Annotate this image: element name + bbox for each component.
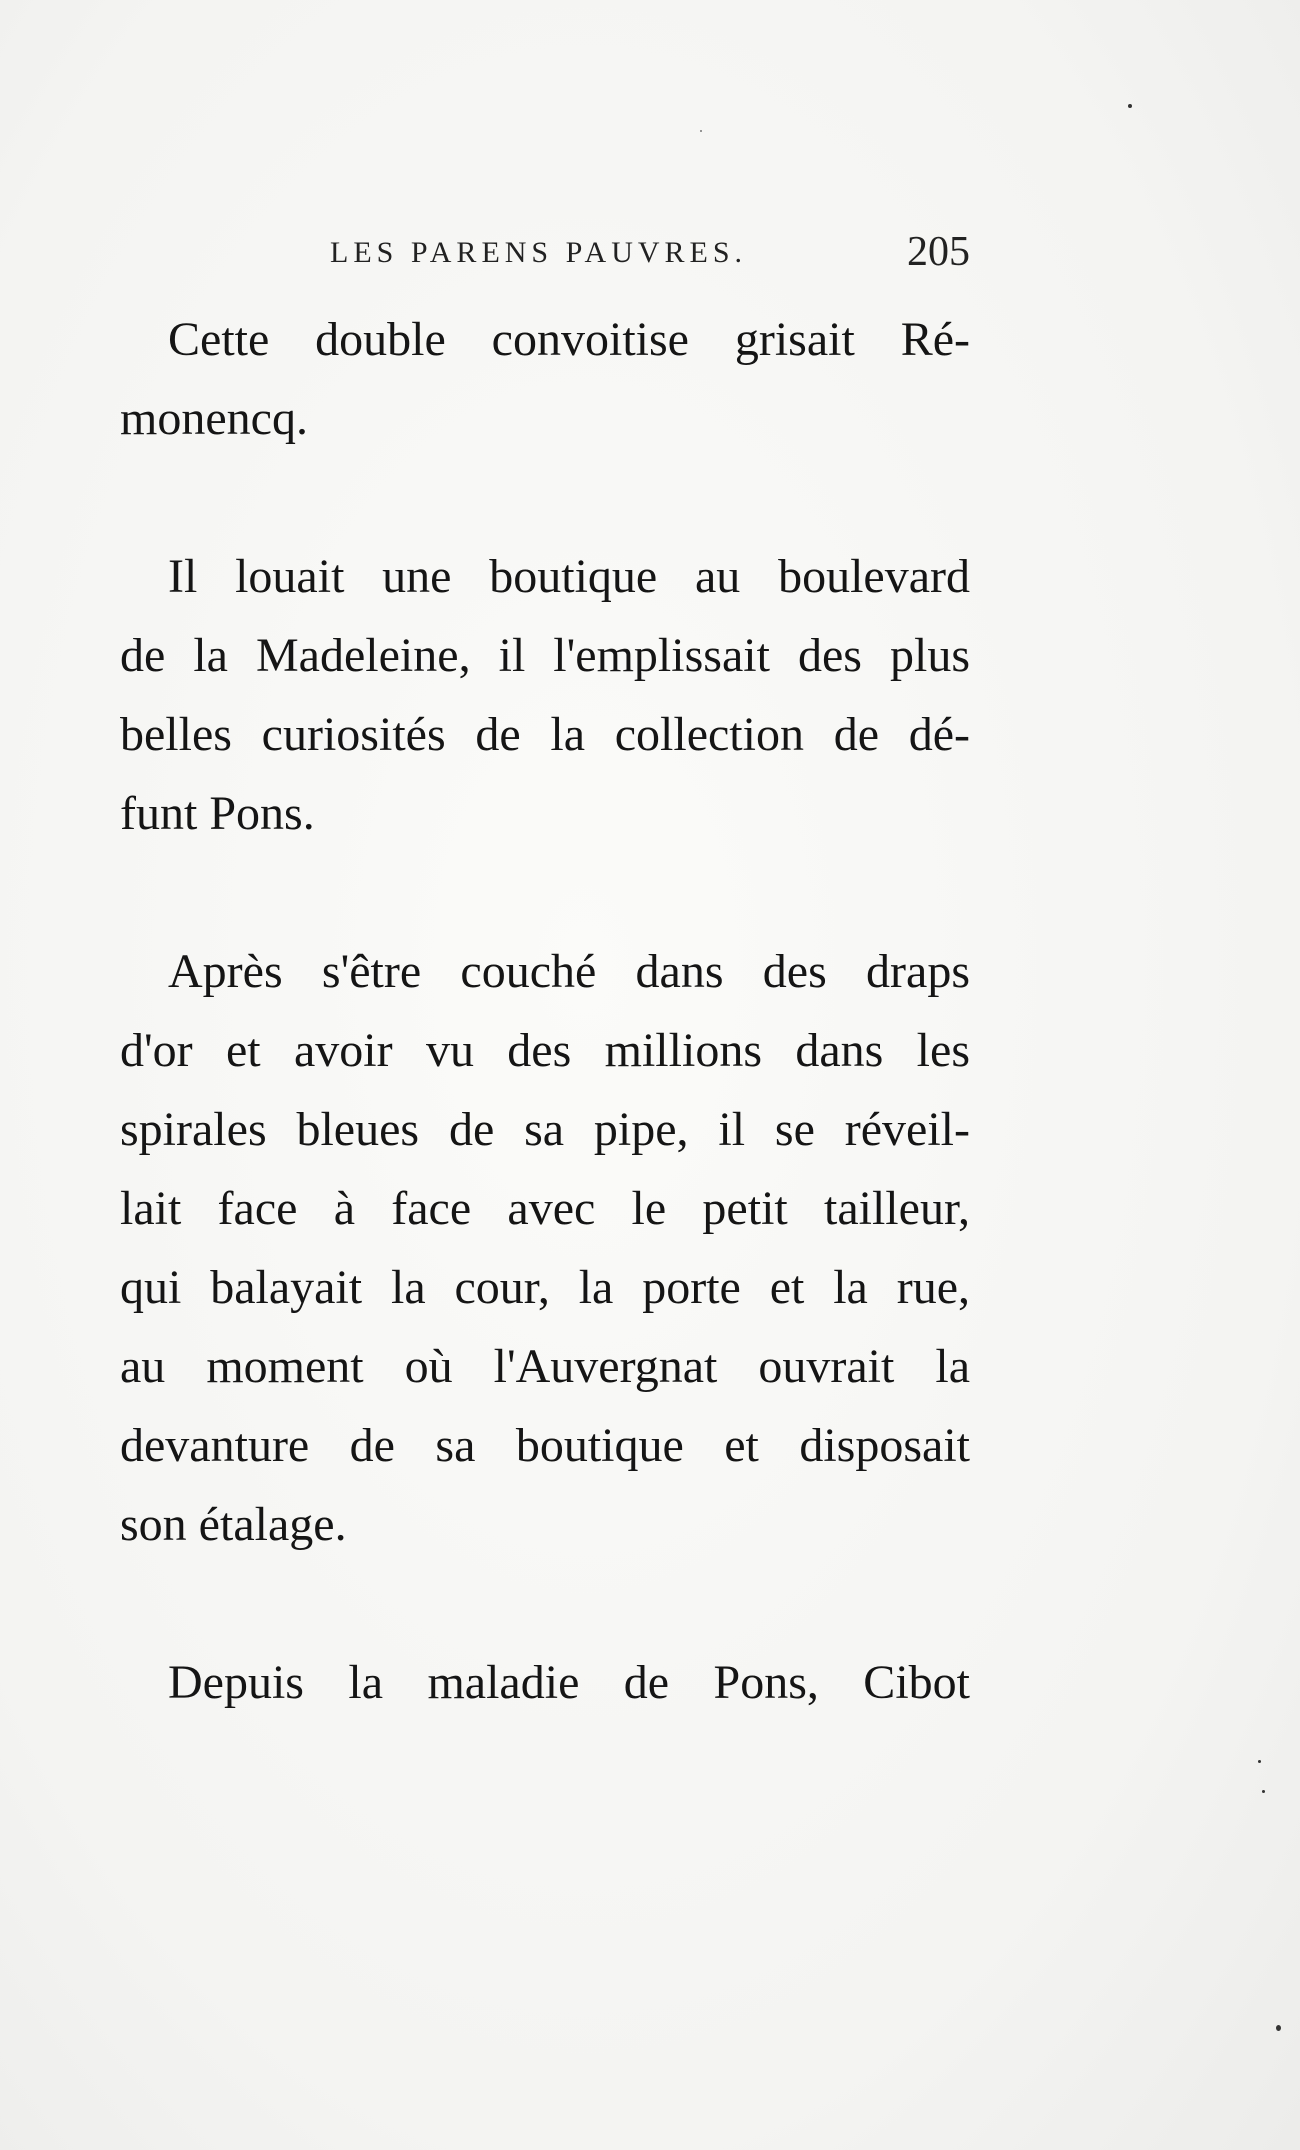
text-line: lait face à face avec le petit tailleur, <box>120 1182 970 1235</box>
paragraph <box>120 300 970 458</box>
scan-speck <box>700 130 702 132</box>
text-line: Cette double convoitise grisait Ré- <box>168 313 970 366</box>
scan-speck <box>1262 1790 1265 1793</box>
scan-speck <box>1128 104 1132 108</box>
text-line: monencq. <box>120 392 308 445</box>
running-head <box>330 228 970 288</box>
text-line: devanture de sa boutique et disposait <box>120 1419 970 1472</box>
body-text <box>120 300 970 1801</box>
text-line: belles curiosités de la collection de dé- <box>120 708 970 761</box>
text-line: Depuis la maladie de Pons, Cibot <box>168 1656 970 1709</box>
paragraph <box>120 1643 970 1722</box>
scan-speck <box>1276 2025 1281 2031</box>
running-title: LES PARENS PAUVRES. <box>330 236 748 269</box>
text-line: Il louait une boutique au boulevard <box>168 550 970 603</box>
page-number: 205 <box>907 229 970 275</box>
scan-speck <box>1258 1760 1261 1763</box>
paragraph <box>120 932 970 1564</box>
text-line: funt Pons. <box>120 787 315 840</box>
text-line: qui balayait la cour, la porte et la rue, <box>120 1261 970 1314</box>
text-line: spirales bleues de sa pipe, il se réveil- <box>120 1103 970 1156</box>
text-line: d'or et avoir vu des millions dans les <box>120 1024 970 1077</box>
text-line: au moment où l'Auvergnat ouvrait la <box>120 1340 970 1393</box>
text-line: Après s'être couché dans des draps <box>168 945 970 998</box>
text-line: de la Madeleine, il l'emplissait des plus <box>120 629 970 682</box>
paragraph <box>120 537 970 853</box>
text-line: son étalage. <box>120 1498 347 1551</box>
